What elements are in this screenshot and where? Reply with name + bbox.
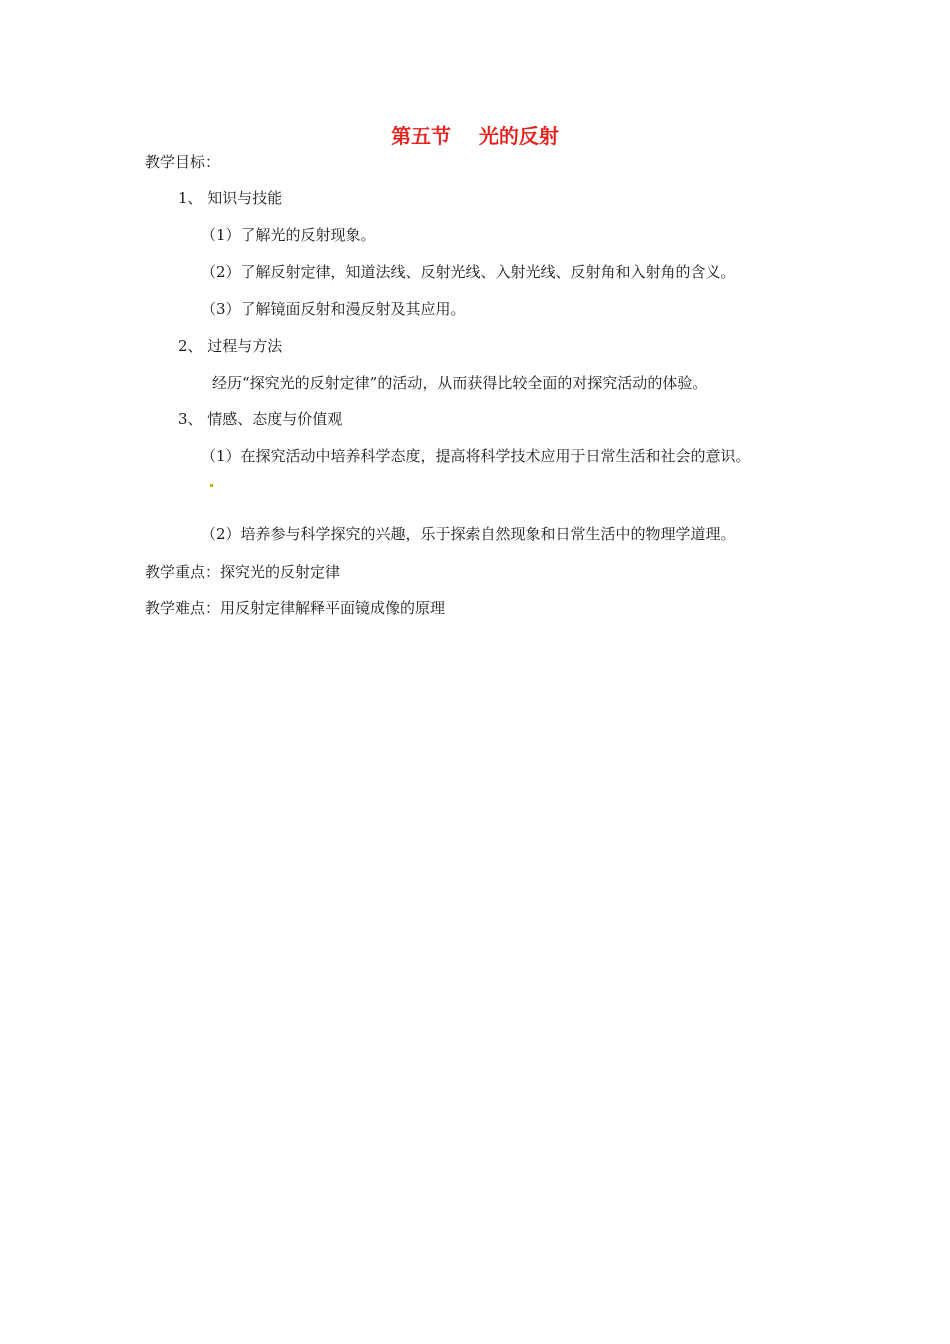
objective-item: （1）在探究活动中培养科学态度，提高将科学技术应用于日常生活和社会的意识。	[201, 447, 751, 465]
objective-item: （2）培养参与科学探究的兴趣，乐于探索自然现象和日常生活中的物理学道理。	[201, 525, 736, 543]
objectives-label: 教学目标：	[145, 153, 221, 171]
stray-mark	[210, 484, 213, 487]
section-heading-process: 2、 过程与方法	[178, 337, 283, 355]
page-title: 第五节 光的反射	[391, 124, 559, 148]
objective-item: （1）了解光的反射现象。	[201, 226, 376, 244]
section-heading-knowledge: 1、 知识与技能	[178, 189, 283, 207]
process-paragraph: 经历“探究光的反射定律”的活动，从而获得比较全面的对探究活动的体验。	[212, 374, 708, 392]
section-heading-attitude: 3、 情感、态度与价值观	[178, 410, 343, 428]
key-point: 教学重点：探究光的反射定律	[145, 563, 341, 581]
difficult-point: 教学难点：用反射定律解释平面镜成像的原理	[145, 599, 446, 617]
objective-item: （2）了解反射定律，知道法线、反射光线、入射光线、反射角和入射角的含义。	[201, 263, 736, 281]
objective-item: （3）了解镜面反射和漫反射及其应用。	[201, 300, 466, 318]
